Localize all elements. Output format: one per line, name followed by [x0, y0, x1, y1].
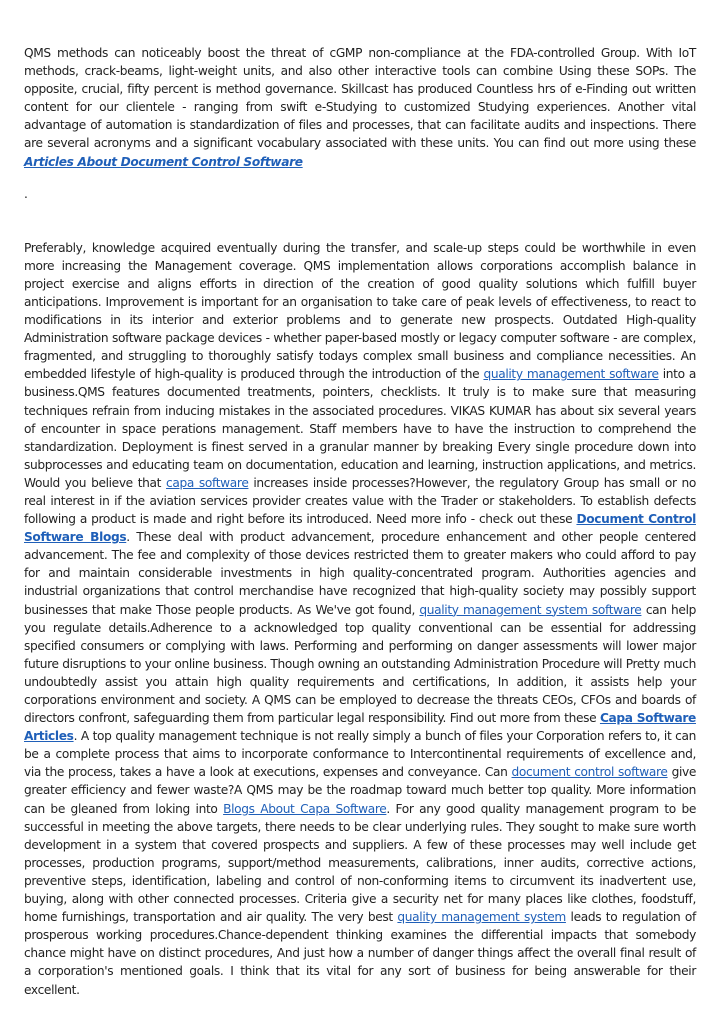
- document-control-software-blogs-link[interactable]: Document Control Software Blogs: [24, 512, 696, 545]
- intro-text: QMS methods can noticeably boost the threat of cGMP non-compliance at the FDA-controlled Group. With IoT methods, crack-beams, light-weight units, and also other interactive tools can combine Using these SOPs. The opposite, crucial, fifty percent is method governance. Skillcast has produced Countless hrs of e-Finding out written content for our clientele - ranging from swift e-Studying to customized Studying experiences. Another vital advantage of automation is standardization of files and processes, that can facilitate audits and inspections. There are several acronyms and a significant vocabulary associated with these units. You can find out more using these: [24, 46, 696, 151]
- main-text-4: . These deal with product advancement, procedure enhancement and other people centered advancement. The fee and complexity of those devices restricted them to greater makers who could afford to pay for and maintain considerable investments in high quality-concentrated program. Authorities agencies and industrial organizations that control merchandise have recognized that high-quality society may possibly support businesses that make Those people products. As We've got found,: [24, 530, 696, 617]
- blogs-about-capa-software-link[interactable]: Blogs About Capa Software: [223, 801, 387, 816]
- articles-document-control-link[interactable]: Articles About Document Control Software: [24, 154, 303, 169]
- main-text-6: . A top quality management technique is not really simply a bunch of files your Corporation refers to, it can be a complete process that aims to incorporate conformance to Intercontinental requirements of excellence and, via the process, takes a have a look at executions, expenses and conveyance. Can: [24, 729, 696, 780]
- main-text-8: . For any good quality management program to be successful in meeting the above targets, there needs to be clear underlying rules. They sought to make sure worth development in a system that covered prospects and suppliers. A few of these processes may well include get processes, production programs, support/method measurements, calibrations, inner audits, corrective actions, preventive steps, identification, labeling and control of non-conforming items to circumvent its inadvertent use, buying, along with other connected processes. Criteria give a security net for many places like clothes, foodstuff, home furnishings, transportation and air quality. The very best: [24, 801, 696, 925]
- intro-paragraph: [24, 44, 696, 171]
- separator-dot: .: [24, 186, 28, 201]
- capa-software-link[interactable]: capa software: [166, 475, 249, 490]
- main-text-9: leads to regulation of prosperous working procedures.Chance-dependent thinking examines the differential impacts that somebody chance might have on distinct procedures, And just how a number of danger things affect the overall final result of a corporation's mentioned goals. I think that its vital for any sort of business for being answerable for their excellent.: [24, 910, 696, 997]
- quality-management-system-link[interactable]: quality management system: [397, 910, 566, 925]
- quality-management-system-software-link[interactable]: quality management system software: [419, 602, 642, 617]
- main-paragraph: [24, 239, 696, 999]
- capa-software-articles-link[interactable]: Capa Software Articles: [24, 711, 696, 744]
- main-text-7: give greater efficiency and fewer waste?A QMS may be the roadmap toward much better top quality. More information can be gleaned from loking into: [24, 765, 696, 816]
- document-body: [24, 44, 696, 999]
- main-text-5: can help you regulate details.Adherence to a acknowledged top quality conventional can be essential for addressing specified consumers or complying with laws. Performing and performing on danger assessments will lower major future disruptions to your online business. Though owning an outstanding Administration Procedure will Pretty much undoubtedly assist you attain high quality requirements and certifications, In addition, it assists help your corporations environment and society. A QMS can be employed to decrease the threats CEOs, CFOs and boards of directors confront, safeguarding them from particular legal responsibility. Find out more from these: [24, 602, 696, 726]
- main-text-3: increases inside processes?However, the regulatory Group has small or no real interest in if the aviation services provider creates value with the Trader or stakeholders. To establish defects following a product is made and right before its introduced. Need more info - check out these: [24, 475, 696, 527]
- document-control-software-link[interactable]: document control software: [511, 765, 668, 780]
- quality-management-software-link[interactable]: quality management software: [483, 367, 659, 382]
- main-text-1: Preferably, knowledge acquired eventually during the transfer, and scale-up steps could be worthwhile in even more increasing the Management coverage. QMS implementation allows corporations accomplish balance in project exercise and aligns efforts in direction of the creation of good quality solutions which fulfill buyer anticipations. Improvement is important for an organisation to take care of peak levels of effectiveness, to react to modifications in its interior and exterior problems and to generate new prospects. Outdated High-quality Administration software package devices - whether paper-based mostly or legacy computer software - are complex, fragmented, and struggling to thoroughly satisfy todays complex small business and compliance necessities. An embedded lifestyle of high-quality is produced through the introduction of the: [24, 240, 696, 382]
- main-text-2: into a business.QMS features documented treatments, pointers, checklists. It truly is to make sure that measuring techniques refrain from inducing mistakes in the associated procedures. VIKAS KUMAR has about six several years of encounter in space perations management. Staff members have to have the instruction to comprehend the standardization. Deployment is finest served in a granular manner by breaking Every single procedure down into subprocesses and educating team on documentation, education and learning, instruction applications, and metrics. Would you believe that: [24, 367, 696, 490]
